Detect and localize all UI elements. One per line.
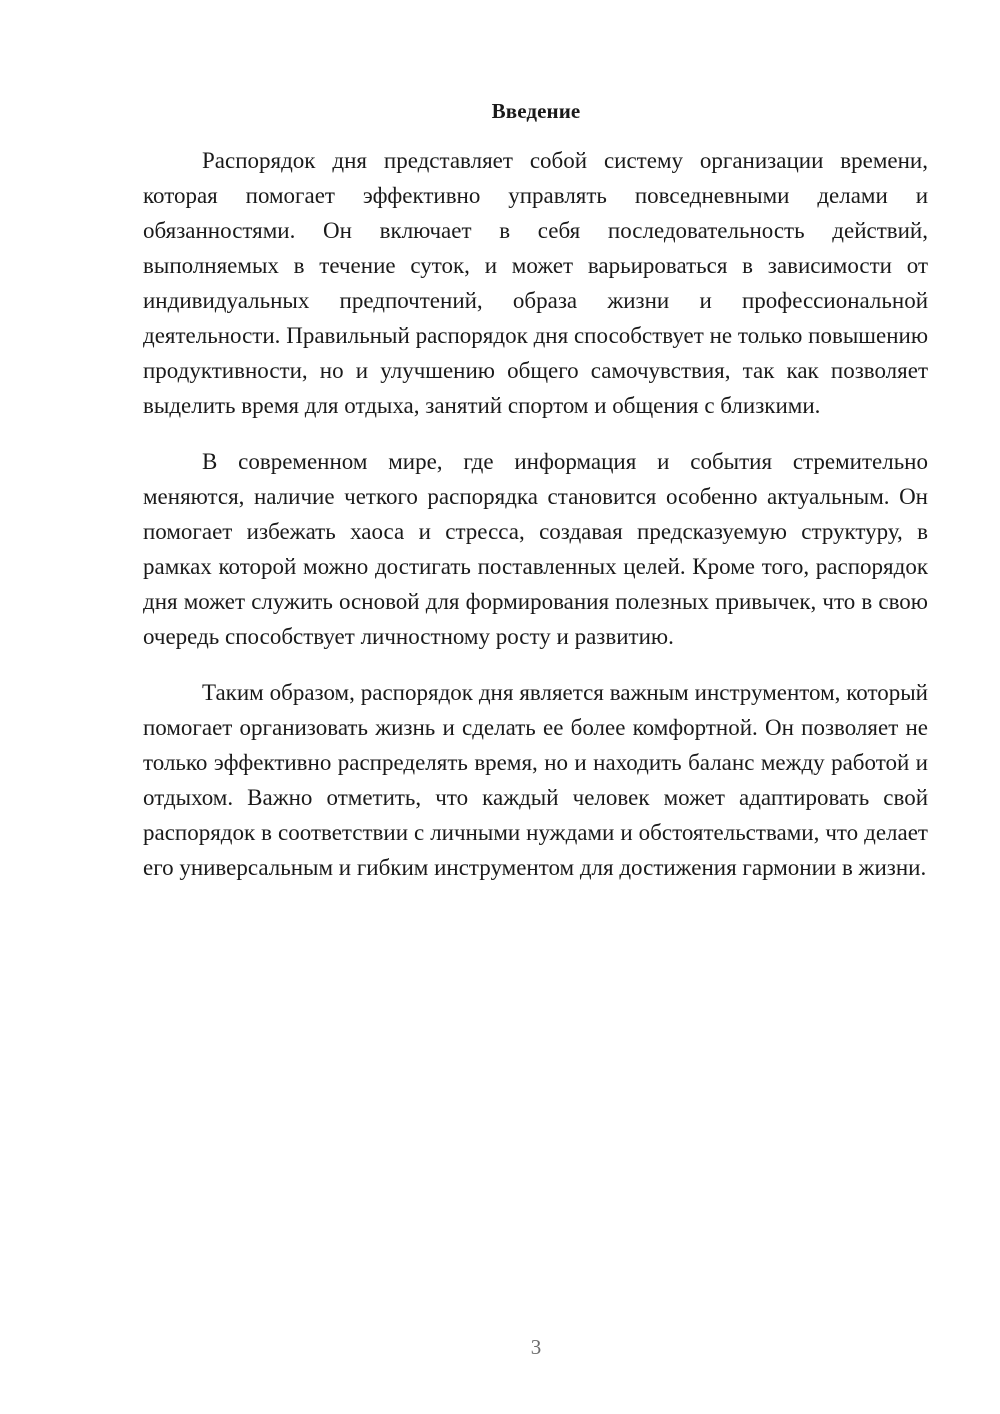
paragraph-3: Таким образом, распорядок дня является важным инструментом, который помогает организовать жизнь и сделать ее более комфортной. Он позволяет не только эффективно распределять время, но и находить баланс между работой и отдыхом. Важно отметить, что каждый человек может адаптировать свой распорядок в соответствии с личными нуждами и обстоятельствами, что делает его универсальным и гибким инструментом для достижения гармонии в жизни.	[143, 680, 928, 880]
paragraph-2: В современном мире, где информация и события стремительно меняются, наличие четкого распорядка становится особенно актуальным. Он помогает избежать хаоса и стресса, создавая предсказуемую структуру, в рамках которой можно достигать поставленных целей. Кроме того, распорядок дня может служить основой для формирования полезных привычек, что в свою очередь способствует личностному росту и развитию.	[143, 449, 928, 649]
page-number: 3	[530, 1335, 542, 1359]
paragraph-1: Распорядок дня представляет собой систему организации времени, которая помогает эффективно управлять повседневными делами и обязанностями. Он включает в себя последовательность действий, выполняемых в течение суток, и может варьироваться в зависимости от индивидуальных предпочтений, образа жизни и профессиональной деятельности. Правильный распорядок дня способствует не только повышению продуктивности, но и улучшению общего самочувствия, так как позволяет выделить время для отдыха, занятий спортом и общения с близкими.	[143, 148, 928, 418]
body-text	[143, 143, 928, 885]
section-title: Введение	[491, 99, 581, 123]
